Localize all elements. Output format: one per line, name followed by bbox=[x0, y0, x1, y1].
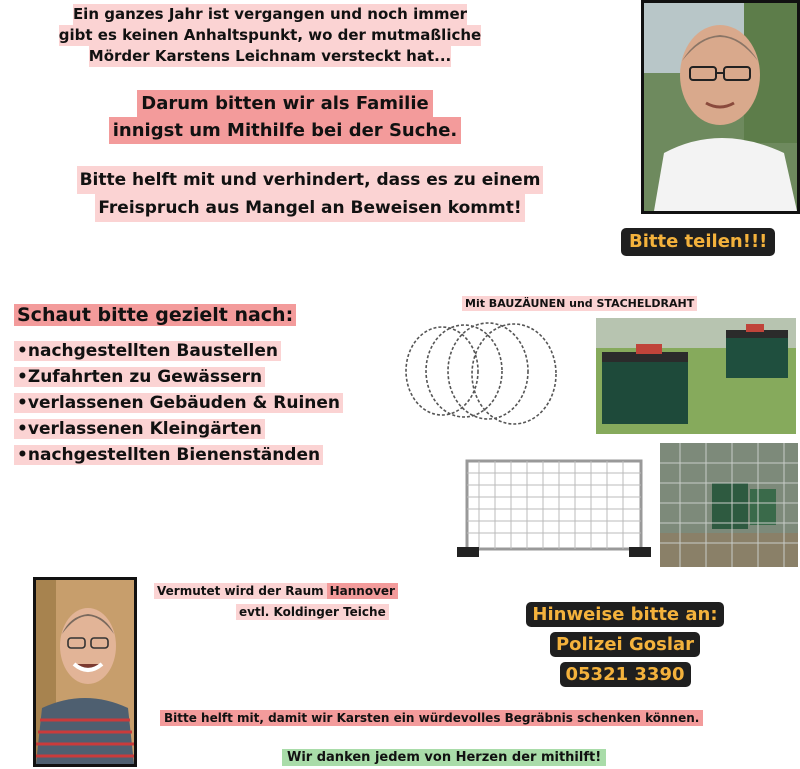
area-line bbox=[154, 582, 398, 600]
beehive-photo bbox=[596, 318, 796, 434]
list-item bbox=[14, 364, 343, 390]
construction-fence-image bbox=[455, 455, 655, 565]
portrait-photo-bottom bbox=[33, 577, 137, 767]
fence-caption-text: Mit BAUZÄUNEN und STACHELDRAHT bbox=[462, 296, 697, 311]
list-item bbox=[14, 442, 343, 468]
list-item-text: •verlassenen Kleingärten bbox=[14, 419, 265, 439]
fence-caption bbox=[462, 296, 697, 312]
intro-text bbox=[20, 4, 520, 67]
area-detail-text: evtl. Koldinger Teiche bbox=[236, 604, 389, 620]
list-item-text: •nachgestellten Baustellen bbox=[14, 341, 281, 361]
appeal-line-1: Bitte helft mit und verhindert, dass es zu einem bbox=[77, 166, 544, 194]
appeal-line-2: Freispruch aus Mangel an Beweisen kommt! bbox=[95, 194, 524, 222]
list-item-text: •verlassenen Gebäuden & Ruinen bbox=[14, 393, 343, 413]
contact-phone: 05321 3390 bbox=[560, 662, 691, 687]
share-badge: Bitte teilen!!! bbox=[621, 228, 775, 256]
list-item bbox=[14, 390, 343, 416]
area-detail bbox=[236, 604, 389, 621]
area-prefix: Vermutet wird der Raum bbox=[154, 583, 327, 599]
list-item-text: •nachgestellten Bienenständen bbox=[14, 445, 323, 465]
appeal-text bbox=[14, 166, 606, 222]
barbed-wire-image bbox=[402, 316, 562, 436]
family-request bbox=[40, 90, 530, 144]
contact-line-1: Hinweise bitte an: bbox=[526, 602, 723, 627]
thanks-line bbox=[282, 748, 606, 767]
intro-line-3: Mörder Karstens Leichnam versteckt hat... bbox=[88, 47, 452, 65]
contact-block bbox=[500, 600, 750, 690]
intro-line-2: gibt es keinen Anhaltspunkt, wo der mutmaßliche bbox=[58, 26, 482, 44]
search-list bbox=[14, 338, 343, 468]
family-request-line-1: Darum bitten wir als Familie bbox=[137, 90, 432, 117]
portrait-photo-top bbox=[641, 0, 800, 214]
burial-appeal-text: Bitte helft mit, damit wir Karsten ein würdevolles Begräbnis schenken können. bbox=[160, 710, 703, 726]
burial-appeal bbox=[160, 709, 703, 727]
contact-line-2: Polizei Goslar bbox=[550, 632, 700, 657]
list-item-text: •Zufahrten zu Gewässern bbox=[14, 367, 265, 387]
intro-line-1: Ein ganzes Jahr ist vergangen und noch immer bbox=[72, 5, 468, 23]
family-request-line-2: innigst um Mithilfe bei der Suche. bbox=[109, 117, 462, 144]
search-heading-text: Schaut bitte gezielt nach: bbox=[14, 304, 296, 326]
thanks-text: Wir danken jedem von Herzen der mithilft! bbox=[282, 749, 606, 766]
fenced-hives-photo bbox=[660, 443, 798, 567]
list-item bbox=[14, 338, 343, 364]
area-city: Hannover bbox=[327, 583, 398, 599]
search-heading bbox=[14, 302, 296, 328]
list-item bbox=[14, 416, 343, 442]
